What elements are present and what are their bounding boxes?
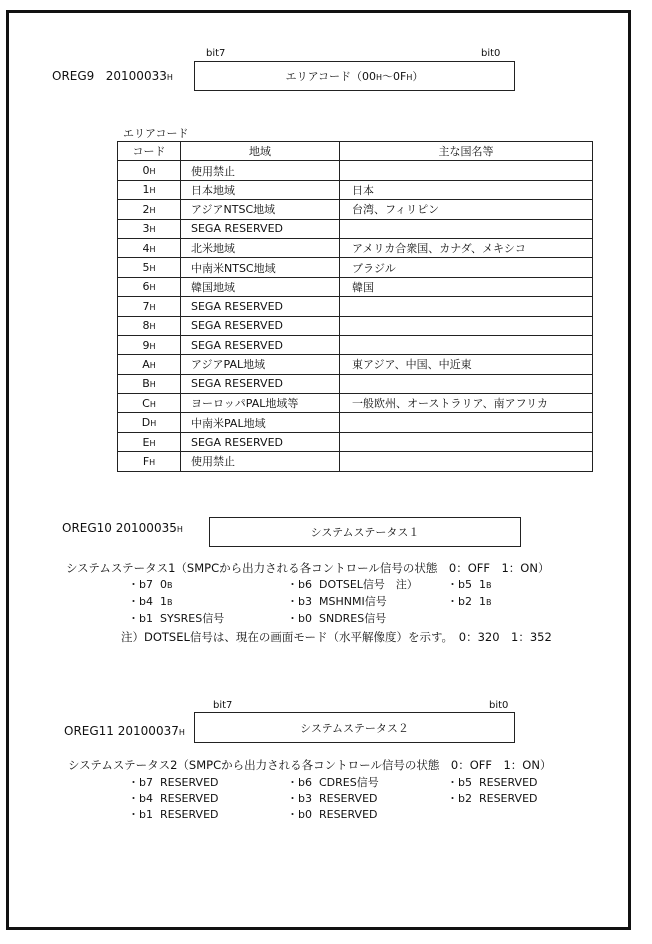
oreg11-bit-low: bit0 <box>489 700 509 711</box>
bit-item <box>287 593 387 609</box>
cell-countries <box>340 161 593 180</box>
bit-item <box>128 593 172 609</box>
area-table-caption: エリアコード <box>123 127 189 140</box>
bit-suffix: B <box>166 598 173 607</box>
cell-region: 日本地域 <box>181 180 340 199</box>
cell-code <box>118 374 181 393</box>
cell-region: ヨーロッパPAL地域等 <box>181 394 340 413</box>
cell-code <box>118 200 181 219</box>
code-value: 2 <box>142 202 150 216</box>
code-suffix: H <box>149 167 156 177</box>
bit-item <box>447 576 491 592</box>
bit-item <box>128 610 224 626</box>
cell-countries <box>340 452 593 471</box>
table-row <box>118 432 593 451</box>
table-row <box>118 200 593 219</box>
cell-region: SEGA RESERVED <box>181 316 340 335</box>
code-value: 7 <box>142 299 150 313</box>
table-row <box>118 297 593 316</box>
bit-item <box>287 806 378 822</box>
bit-suffix: B <box>485 598 492 607</box>
bit-value: RESERVED <box>478 776 538 789</box>
bit-label: ・b6 <box>287 776 312 789</box>
bit-label: ・b1 <box>128 612 153 625</box>
cell-countries <box>340 432 593 451</box>
cell-code <box>118 432 181 451</box>
bit-item <box>287 774 379 790</box>
bit-label: ・b7 <box>128 578 153 591</box>
bit-item <box>287 576 418 592</box>
oreg9-label <box>52 69 173 83</box>
cell-region: SEGA RESERVED <box>181 297 340 316</box>
table-header-row <box>118 142 593 161</box>
bit-value: 1 <box>478 578 486 591</box>
cell-code <box>118 219 181 238</box>
bit-label: ・b3 <box>287 595 312 608</box>
cell-region: アジアNTSC地域 <box>181 200 340 219</box>
cell-region: 韓国地域 <box>181 277 340 296</box>
table-row <box>118 452 593 471</box>
code-suffix: H <box>149 322 156 332</box>
cell-region: SEGA RESERVED <box>181 432 340 451</box>
bit-item <box>128 790 219 806</box>
code-value: D <box>141 416 151 430</box>
bit-value: RESERVED <box>318 808 378 821</box>
code-value: 0 <box>142 164 150 178</box>
table-row <box>118 161 593 180</box>
bit-label: ・b4 <box>128 595 153 608</box>
table-row <box>118 277 593 296</box>
cell-region: 北米地域 <box>181 238 340 257</box>
cell-countries <box>340 335 593 354</box>
table-row <box>118 258 593 277</box>
bit-value: RESERVED <box>159 776 219 789</box>
table-row <box>118 219 593 238</box>
header-region: 地域 <box>181 142 340 161</box>
oreg9-register-box <box>194 61 515 91</box>
code-suffix: H <box>149 205 156 215</box>
oreg9-box-sub2: H <box>406 73 413 82</box>
oreg10-label <box>62 521 183 535</box>
bit-value: CDRES信号 <box>318 776 379 789</box>
oreg11-address: 20100037 <box>117 724 179 738</box>
bit-value: 0 <box>159 578 167 591</box>
code-value: 4 <box>142 241 150 255</box>
cell-region: 中南米NTSC地域 <box>181 258 340 277</box>
cell-region: 使用禁止 <box>181 452 340 471</box>
code-value: 5 <box>142 261 150 275</box>
code-value: 6 <box>142 280 150 294</box>
cell-code <box>118 316 181 335</box>
code-suffix: H <box>149 244 156 254</box>
bit-value: SNDRES信号 <box>318 612 387 625</box>
table-row <box>118 413 593 432</box>
cell-region: SEGA RESERVED <box>181 219 340 238</box>
cell-countries: 東アジア、中国、中近東 <box>340 355 593 374</box>
code-suffix: H <box>149 457 156 467</box>
table-row <box>118 335 593 354</box>
oreg11-register-box <box>194 712 515 743</box>
bit-item <box>447 774 538 790</box>
code-suffix: H <box>149 399 156 409</box>
code-suffix: H <box>149 438 156 448</box>
cell-region: 中南米PAL地域 <box>181 413 340 432</box>
code-suffix: H <box>149 264 156 274</box>
oreg10-box-text: システムステータス１ <box>310 526 420 539</box>
table-row <box>118 180 593 199</box>
oreg10-note: 注）DOTSEL信号は、現在の画面モード（水平解像度）を示す。 0：320 1：352 <box>121 630 552 644</box>
oreg9-box-text <box>286 68 424 84</box>
cell-countries <box>340 374 593 393</box>
cell-region: SEGA RESERVED <box>181 374 340 393</box>
oreg9-box-text-a: エリアコード（00 <box>285 70 377 83</box>
code-suffix: H <box>149 186 156 196</box>
cell-countries: 韓国 <box>340 277 593 296</box>
bit-label: ・b5 <box>447 776 472 789</box>
oreg9-name: OREG9 <box>52 69 95 83</box>
cell-countries <box>340 316 593 335</box>
code-value: 1 <box>142 183 150 197</box>
code-value: A <box>142 357 150 371</box>
table-row <box>118 374 593 393</box>
cell-code <box>118 258 181 277</box>
code-suffix: H <box>149 380 156 390</box>
oreg11-bit-high: bit7 <box>213 700 233 711</box>
bit-item <box>128 774 219 790</box>
bit-value: SYSRES信号 <box>159 612 225 625</box>
oreg9-box-end: ） <box>412 70 424 83</box>
cell-code <box>118 394 181 413</box>
bit-item <box>447 790 538 806</box>
oreg10-register-box <box>209 517 521 547</box>
cell-code <box>118 335 181 354</box>
code-value: C <box>142 396 150 410</box>
cell-countries <box>340 219 593 238</box>
cell-countries: 一般欧州、オーストラリア、南アフリカ <box>340 394 593 413</box>
area-code-table <box>117 141 593 472</box>
header-code: コード <box>118 142 181 161</box>
bit-suffix: B <box>166 581 173 590</box>
oreg10-description: システムステータス1（SMPCから出力される各コントロール信号の状態 0：OFF 1：ON） <box>66 561 550 575</box>
bit-label: ・b1 <box>128 808 153 821</box>
bit-value: RESERVED <box>159 792 219 805</box>
bit-value: DOTSEL信号 注） <box>318 578 418 591</box>
bit-label: ・b7 <box>128 776 153 789</box>
bit-label: ・b2 <box>447 595 472 608</box>
bit-value: RESERVED <box>478 792 538 805</box>
cell-code <box>118 355 181 374</box>
code-value: 3 <box>142 222 150 236</box>
cell-code <box>118 238 181 257</box>
bit-value: 1 <box>159 595 167 608</box>
table-row <box>118 394 593 413</box>
bit-item <box>287 610 386 626</box>
bit-label: ・b2 <box>447 792 472 805</box>
oreg11-box-text: システムステータス２ <box>300 721 409 735</box>
bit-label: ・b6 <box>287 578 312 591</box>
bit-value: RESERVED <box>159 808 219 821</box>
cell-code <box>118 277 181 296</box>
cell-region: 使用禁止 <box>181 161 340 180</box>
bit-label: ・b4 <box>128 792 153 805</box>
table-row <box>118 238 593 257</box>
bit-label: ・b3 <box>287 792 312 805</box>
code-value: 9 <box>142 338 150 352</box>
cell-countries <box>340 297 593 316</box>
oreg9-bit-low: bit0 <box>481 48 501 59</box>
oreg9-bit-high: bit7 <box>206 48 226 59</box>
header-countries: 主な国名等 <box>340 142 593 161</box>
oreg10-address: 20100035 <box>115 521 177 535</box>
cell-code <box>118 161 181 180</box>
code-suffix: H <box>149 360 156 370</box>
cell-countries: ブラジル <box>340 258 593 277</box>
bit-label: ・b0 <box>287 612 312 625</box>
oreg10-name: OREG10 <box>62 521 112 535</box>
code-suffix: H <box>149 341 156 351</box>
cell-code <box>118 180 181 199</box>
cell-countries: 日本 <box>340 180 593 199</box>
oreg11-description: システムステータス2（SMPCから出力される各コントロール信号の状態 0：OFF 1：ON） <box>68 758 552 772</box>
code-value: F <box>142 454 150 468</box>
bit-label: ・b0 <box>287 808 312 821</box>
oreg9-address: 20100033 <box>105 69 167 83</box>
bit-item <box>128 576 172 592</box>
code-suffix: H <box>150 419 157 429</box>
oreg11-name: OREG11 <box>64 724 114 738</box>
table-row <box>118 355 593 374</box>
oreg11-address-suffix: H <box>178 728 185 737</box>
bit-label: ・b5 <box>447 578 472 591</box>
oreg9-address-suffix: H <box>166 73 173 82</box>
bit-value: RESERVED <box>318 792 378 805</box>
code-value: B <box>142 377 150 391</box>
cell-region: アジアPAL地域 <box>181 355 340 374</box>
code-suffix: H <box>149 302 156 312</box>
cell-region: SEGA RESERVED <box>181 335 340 354</box>
cell-code <box>118 297 181 316</box>
cell-countries: アメリカ合衆国、カナダ、メキシコ <box>340 238 593 257</box>
cell-countries: 台湾、フィリピン <box>340 200 593 219</box>
oreg9-box-mid: 〜0F <box>382 70 407 83</box>
cell-countries <box>340 413 593 432</box>
table-row <box>118 316 593 335</box>
oreg10-address-suffix: H <box>176 525 183 534</box>
cell-code <box>118 452 181 471</box>
bit-item <box>447 593 491 609</box>
oreg11-label <box>64 724 185 738</box>
code-value: 8 <box>142 319 150 333</box>
code-suffix: H <box>149 225 156 235</box>
bit-value: MSHNMI信号 <box>318 595 387 608</box>
bit-item <box>128 806 219 822</box>
cell-code <box>118 413 181 432</box>
code-suffix: H <box>149 283 156 293</box>
oreg9-box-sub1: H <box>376 73 383 82</box>
bit-item <box>287 790 378 806</box>
code-value: E <box>142 435 150 449</box>
bit-suffix: B <box>485 581 492 590</box>
bit-value: 1 <box>478 595 486 608</box>
